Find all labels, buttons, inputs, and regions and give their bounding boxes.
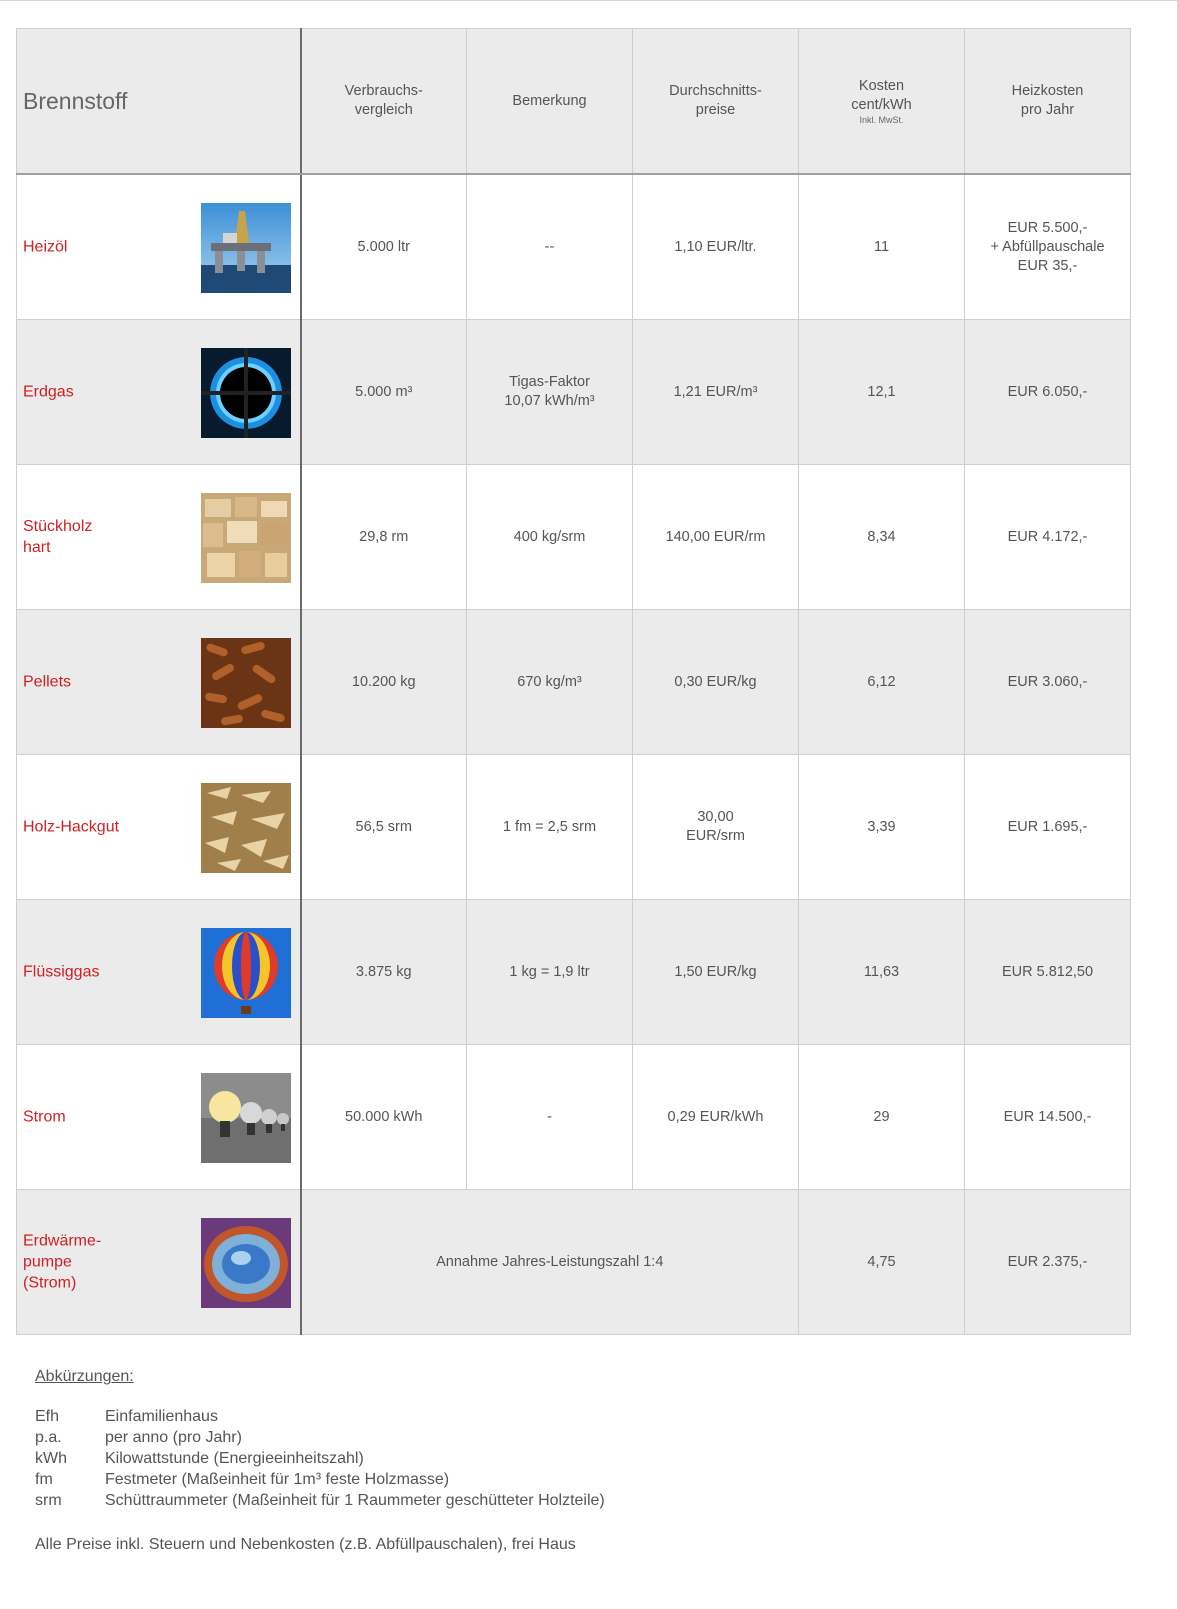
heizkosten-cell: EUR 5.500,- + Abfüllpauschale EUR 35,- bbox=[965, 174, 1131, 320]
merged-note-cell: Annahme Jahres-Leistungszahl 1:4 bbox=[301, 1190, 799, 1335]
fuel-cell bbox=[17, 174, 301, 320]
hot-air-balloon-photo bbox=[201, 928, 291, 1018]
header-kosten: Kosten cent/kWh Inkl. MwSt. bbox=[799, 29, 965, 175]
fuel-cell bbox=[17, 610, 301, 755]
abbreviation-item: srm Schüttraummeter (Maßeinheit für 1 Raummeter geschütteter Holzteile) bbox=[35, 1492, 605, 1509]
heizkosten-cell: EUR 3.060,- bbox=[965, 610, 1131, 755]
table-row bbox=[17, 174, 1131, 320]
kosten-cell: 11,63 bbox=[799, 900, 965, 1045]
kosten-cell: 6,12 bbox=[799, 610, 965, 755]
header-verbrauch: Verbrauchs- vergleich bbox=[301, 29, 467, 175]
heizkosten-cell: EUR 4.172,- bbox=[965, 465, 1131, 610]
table-row bbox=[17, 755, 1131, 900]
verbrauch-cell: 10.200 kg bbox=[301, 610, 467, 755]
fuel-cell bbox=[17, 1045, 301, 1190]
preis-cell: 1,50 EUR/kg bbox=[633, 900, 799, 1045]
fuel-name: Pellets bbox=[23, 673, 72, 691]
fuel-cell bbox=[17, 320, 301, 465]
verbrauch-cell: 5.000 ltr bbox=[301, 174, 467, 320]
heizkosten-cell: EUR 5.812,50 bbox=[965, 900, 1131, 1045]
verbrauch-cell: 3.875 kg bbox=[301, 900, 467, 1045]
header-brennstoff: Brennstoff bbox=[17, 29, 301, 175]
gas-flame-photo bbox=[201, 348, 291, 438]
preis-cell: 30,00 EUR/srm bbox=[633, 755, 799, 900]
kosten-cell: 4,75 bbox=[799, 1190, 965, 1335]
abbreviations-section bbox=[35, 1368, 605, 1511]
fuel-name: Holz-Hackgut bbox=[23, 818, 120, 836]
heizkosten-cell: EUR 1.695,- bbox=[965, 755, 1131, 900]
preis-cell: 0,30 EUR/kg bbox=[633, 610, 799, 755]
preis-cell: 0,29 EUR/kWh bbox=[633, 1045, 799, 1190]
fuel-name: Erdwärme- pumpe (Strom) bbox=[23, 1232, 102, 1292]
abbreviation-item: fm Festmeter (Maßeinheit für 1m³ feste Holzmasse) bbox=[35, 1471, 450, 1488]
wood-chips-photo bbox=[201, 783, 291, 873]
table-row bbox=[17, 1190, 1131, 1335]
fuel-name: Strom bbox=[23, 1108, 66, 1126]
verbrauch-cell: 29,8 rm bbox=[301, 465, 467, 610]
firewood-photo bbox=[201, 493, 291, 583]
fuel-comparison-table bbox=[16, 28, 1131, 1335]
table-row bbox=[17, 465, 1131, 610]
verbrauch-cell: 56,5 srm bbox=[301, 755, 467, 900]
abbreviation-item: Efh Einfamilienhaus bbox=[35, 1408, 218, 1425]
fuel-cell bbox=[17, 465, 301, 610]
header-preise: Durchschnitts- preise bbox=[633, 29, 799, 175]
verbrauch-cell: 5.000 m³ bbox=[301, 320, 467, 465]
bemerkung-cell: - bbox=[467, 1045, 633, 1190]
abbreviation-item: kWh Kilowattstunde (Energieeinheitszahl) bbox=[35, 1450, 364, 1467]
table-row bbox=[17, 900, 1131, 1045]
bemerkung-cell: 1 kg = 1,9 ltr bbox=[467, 900, 633, 1045]
header-heizkosten: Heizkosten pro Jahr bbox=[965, 29, 1131, 175]
pellets-photo bbox=[201, 638, 291, 728]
top-divider bbox=[0, 0, 1177, 1]
light-bulbs-photo bbox=[201, 1073, 291, 1163]
table-row bbox=[17, 1045, 1131, 1190]
heizkosten-cell: EUR 14.500,- bbox=[965, 1045, 1131, 1190]
fuel-name: Heizöl bbox=[23, 238, 68, 256]
fuel-name: Flüssiggas bbox=[23, 963, 100, 981]
oil-rig-photo bbox=[201, 203, 291, 293]
bemerkung-cell: 1 fm = 2,5 srm bbox=[467, 755, 633, 900]
table-row bbox=[17, 320, 1131, 465]
bemerkung-cell: -- bbox=[467, 174, 633, 320]
heizkosten-cell: EUR 6.050,- bbox=[965, 320, 1131, 465]
fuel-cell bbox=[17, 1190, 301, 1335]
prices-note: Alle Preise inkl. Steuern und Nebenkosten (z.B. Abfüllpauschalen), frei Haus bbox=[35, 1536, 576, 1553]
geothermal-spring-photo bbox=[201, 1218, 291, 1308]
preis-cell: 1,21 EUR/m³ bbox=[633, 320, 799, 465]
kosten-cell: 11 bbox=[799, 174, 965, 320]
heizkosten-cell: EUR 2.375,- bbox=[965, 1190, 1131, 1335]
abbreviations-title: Abkürzungen: bbox=[35, 1368, 134, 1385]
fuel-name: Stückholz hart bbox=[23, 518, 93, 556]
fuel-cell bbox=[17, 755, 301, 900]
fuel-cell bbox=[17, 900, 301, 1045]
preis-cell: 1,10 EUR/ltr. bbox=[633, 174, 799, 320]
abbreviation-item: p.a. per anno (pro Jahr) bbox=[35, 1429, 242, 1446]
kosten-cell: 8,34 bbox=[799, 465, 965, 610]
kosten-cell: 29 bbox=[799, 1045, 965, 1190]
kosten-cell: 3,39 bbox=[799, 755, 965, 900]
kosten-cell: 12,1 bbox=[799, 320, 965, 465]
table-row bbox=[17, 610, 1131, 755]
bemerkung-cell: 400 kg/srm bbox=[467, 465, 633, 610]
fuel-name: Erdgas bbox=[23, 383, 74, 401]
preis-cell: 140,00 EUR/rm bbox=[633, 465, 799, 610]
bemerkung-cell: Tigas-Faktor 10,07 kWh/m³ bbox=[467, 320, 633, 465]
verbrauch-cell: 50.000 kWh bbox=[301, 1045, 467, 1190]
table-header-row bbox=[17, 29, 1131, 175]
bemerkung-cell: 670 kg/m³ bbox=[467, 610, 633, 755]
header-bemerkung: Bemerkung bbox=[467, 29, 633, 175]
